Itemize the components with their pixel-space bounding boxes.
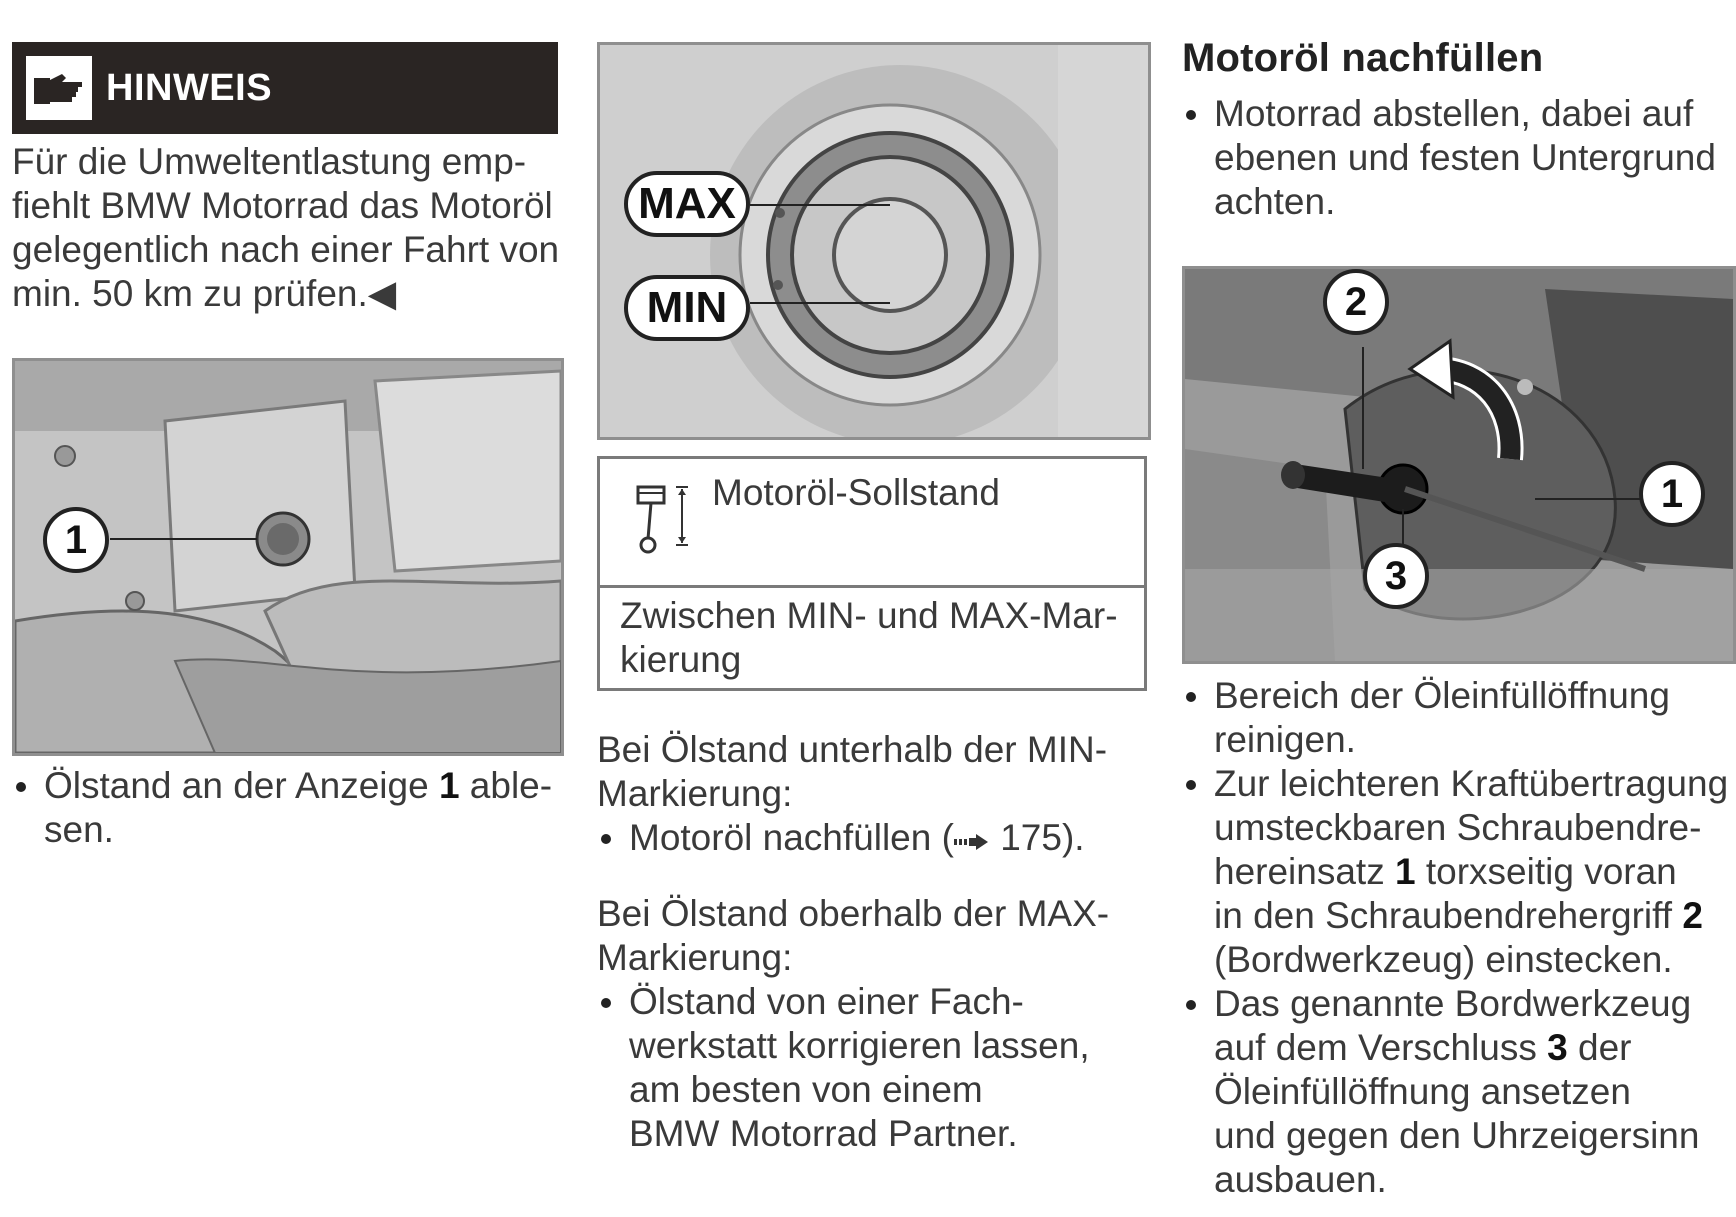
- list-item-continuation: (Bordwerkzeug) einstecken.: [1214, 939, 1673, 980]
- list-item: Motorrad abstellen, dabei auf: [1182, 92, 1730, 136]
- list-item-continuation: ausbauen.: [1214, 1159, 1387, 1200]
- list-item-continuation: Öleinfüllöffnung ansetzen: [1214, 1071, 1631, 1112]
- hinweis-text: [12, 140, 562, 316]
- list-item-continuation: in den Schraubendrehergriff 2: [1214, 895, 1703, 936]
- refill-steps: [1182, 674, 1730, 1202]
- list-item-continuation: am besten von einem: [629, 1069, 983, 1110]
- hinweis-header: [12, 42, 558, 134]
- paragraph-line: Markierung:: [597, 937, 793, 978]
- list-item: Bereich der Öleinfüllöffnung: [1182, 674, 1730, 718]
- section-title: Motoröl nachfüllen: [1182, 36, 1544, 80]
- paragraph-line: Bei Ölstand unterhalb der MIN-: [597, 729, 1108, 770]
- list-item: Zur leichteren Kraftübertragung: [1182, 762, 1730, 806]
- hinweis-line: fiehlt BMW Motorrad das Motoröl: [12, 185, 553, 226]
- callout-2: 2: [1323, 269, 1389, 335]
- list-item-continuation: umsteckbaren Schraubendre-: [1214, 807, 1702, 848]
- spec-value-line: Zwischen MIN- und MAX-Mar-: [620, 595, 1118, 636]
- list-item-continuation: reinigen.: [1214, 719, 1356, 760]
- min-mark-label: MIN: [624, 275, 750, 341]
- list-item-continuation: und gegen den Uhrzeigersinn: [1214, 1115, 1700, 1156]
- list-item-continuation: ebenen und festen Untergrund: [1214, 137, 1716, 178]
- below-min-section: [597, 728, 1147, 862]
- oil-filler-figure: [1182, 266, 1736, 664]
- hinweis-line: Für die Umweltentlastung emp-: [12, 141, 527, 182]
- filler-cap-illustration: [1185, 269, 1733, 661]
- callout-3: 3: [1363, 543, 1429, 609]
- max-mark-label: MAX: [624, 171, 750, 237]
- spec-value-line: kierung: [620, 639, 742, 680]
- refill-step-1: [1182, 92, 1730, 224]
- list-item: Ölstand von einer Fach-: [597, 980, 1147, 1024]
- callout-1: 1: [1639, 461, 1705, 527]
- spec-title: Motoröl-Sollstand: [712, 472, 1000, 513]
- list-item: Motoröl nachfüllen ( 175).: [597, 816, 1147, 862]
- hinweis-title: HINWEIS: [106, 66, 273, 109]
- hinweis-line: min. 50 km zu prüfen.◀: [12, 273, 397, 314]
- spec-table: [597, 456, 1147, 691]
- oil-indicator-figure: [12, 358, 564, 756]
- list-item-continuation: auf dem Verschluss 3 der: [1214, 1027, 1632, 1068]
- list-item-continuation: werkstatt korrigieren lassen,: [629, 1025, 1090, 1066]
- oil-gauge-figure: [597, 42, 1151, 440]
- step-read-indicator: [12, 764, 562, 852]
- pointing-hand-icon: [26, 56, 92, 120]
- arrow-right-icon: [954, 818, 990, 862]
- hinweis-line: gelegentlich nach einer Fahrt von: [12, 229, 560, 270]
- paragraph-line: Bei Ölstand oberhalb der MAX-: [597, 893, 1110, 934]
- spec-header-row: [600, 459, 1144, 588]
- list-item-continuation: achten.: [1214, 181, 1336, 222]
- list-item-continuation: hereinsatz 1 torxseitig voran: [1214, 851, 1677, 892]
- sight-glass-illustration: [600, 45, 1148, 437]
- spec-value-row: [600, 588, 1144, 685]
- list-item-continuation: sen.: [44, 809, 114, 850]
- list-item: Das genannte Bordwerkzeug: [1182, 982, 1730, 1026]
- paragraph-line: Markierung:: [597, 773, 793, 814]
- page-ref[interactable]: 175).: [989, 817, 1085, 858]
- above-max-section: [597, 892, 1147, 1156]
- oil-level-icon: [634, 481, 694, 562]
- list-item: Ölstand an der Anzeige 1 able-: [12, 764, 562, 808]
- list-item-continuation: BMW Motorrad Partner.: [629, 1113, 1018, 1154]
- callout-1: 1: [43, 507, 109, 573]
